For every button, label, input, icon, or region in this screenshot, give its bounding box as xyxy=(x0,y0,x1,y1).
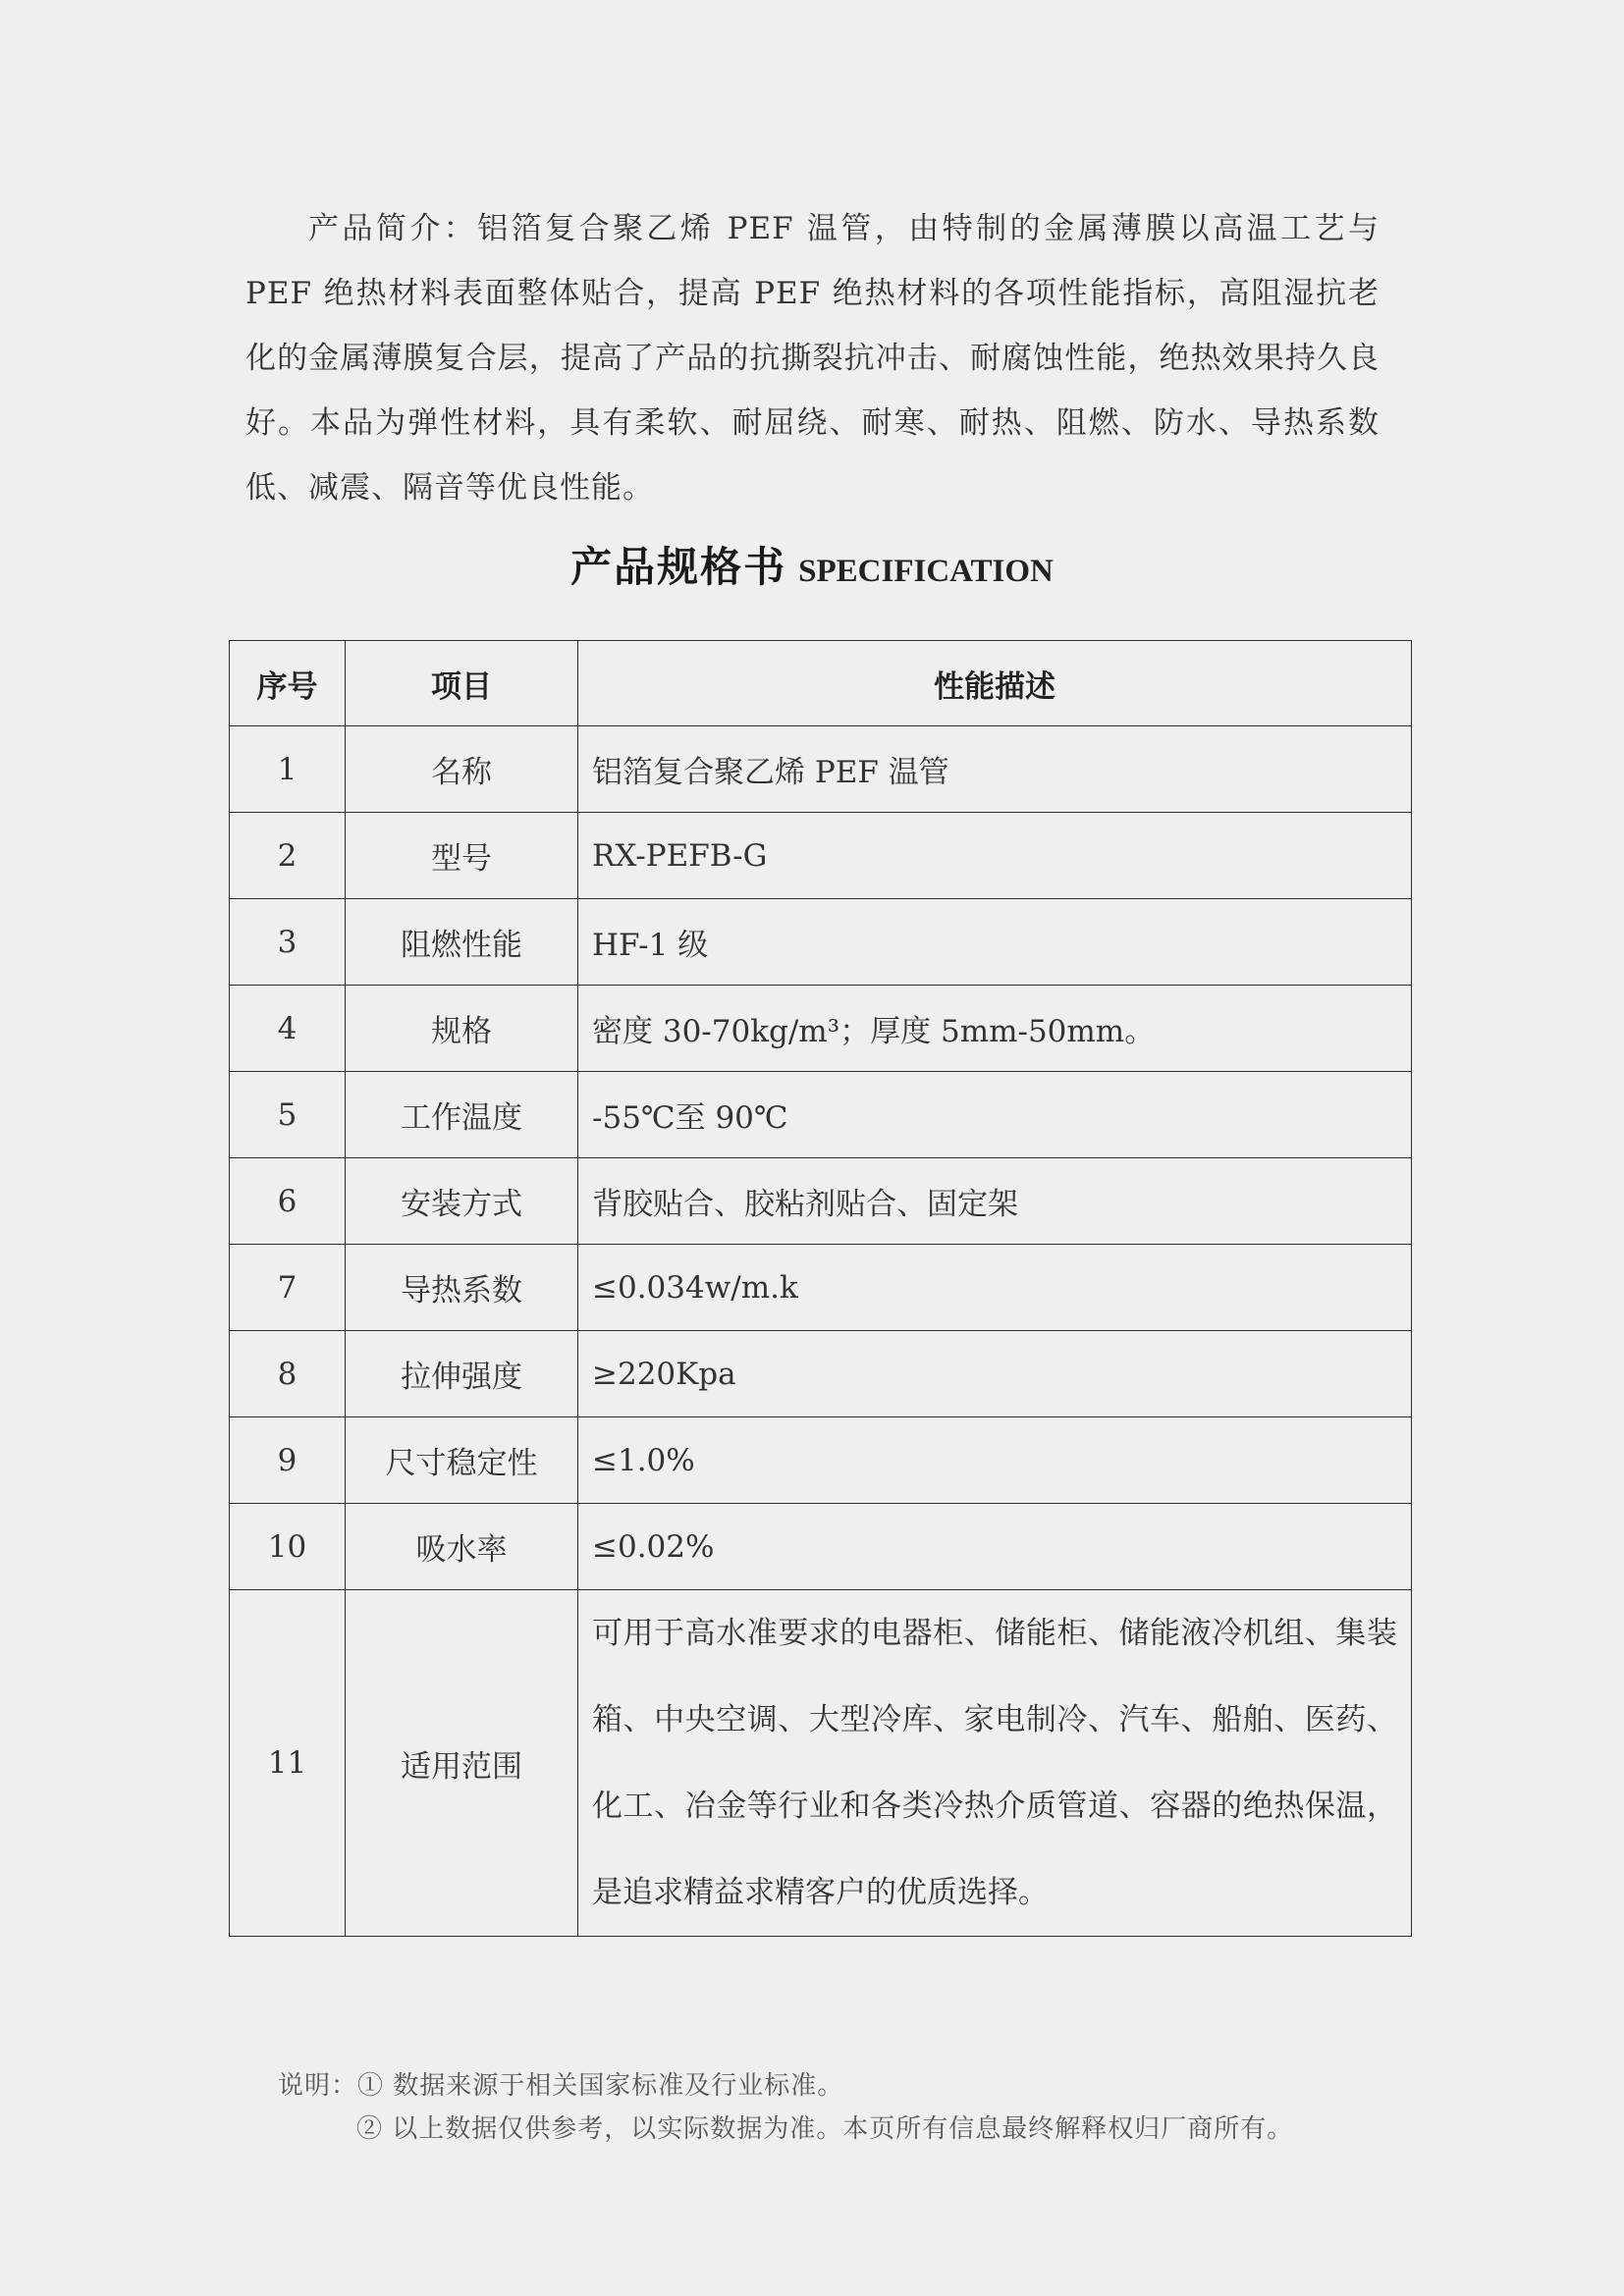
row-no: 6 xyxy=(230,1158,346,1245)
table-row xyxy=(230,986,1412,1072)
row-item: 吸水率 xyxy=(346,1504,578,1590)
spec-title-cn: 产品规格书 xyxy=(570,543,787,591)
note-line-2 xyxy=(278,2108,1293,2151)
row-desc: 背胶贴合、胶粘剂贴合、固定架 xyxy=(578,1158,1412,1245)
row-no: 10 xyxy=(230,1504,346,1590)
table-row xyxy=(230,726,1412,813)
row-no: 8 xyxy=(230,1331,346,1417)
notes xyxy=(278,2064,1293,2151)
row-no: 9 xyxy=(230,1417,346,1504)
table-row xyxy=(230,1590,1412,1937)
notes-label: 说明： xyxy=(278,2071,358,2101)
note-item: ① 数据来源于相关国家标准及行业标准。 xyxy=(357,2071,844,2101)
row-item: 导热系数 xyxy=(346,1245,578,1331)
row-item: 工作温度 xyxy=(346,1072,578,1158)
table-row xyxy=(230,1072,1412,1158)
header-desc: 性能描述 xyxy=(578,641,1412,726)
row-no: 11 xyxy=(230,1590,346,1937)
row-desc: HF-1 级 xyxy=(578,899,1412,986)
row-no: 2 xyxy=(230,813,346,899)
row-item: 名称 xyxy=(346,726,578,813)
row-desc: 铝箔复合聚乙烯 PEF 温管 xyxy=(578,726,1412,813)
row-no: 3 xyxy=(230,899,346,986)
product-intro: 产品简介：铝箔复合聚乙烯 PEF 温管，由特制的金属薄膜以高温工艺与 PEF 绝热材料表面整体贴合，提高 PEF 绝热材料的各项性能指标，高阻湿抗老化的金属薄膜复合层，提高了产品的抗撕裂抗冲击、耐腐蚀性能，绝热效果持久良好。本品为弹性材料，具有柔软、耐屈绕、耐寒、耐热、阻燃、防水、导热系数低、减震、隔音等优良性能。 xyxy=(245,211,1380,506)
table-row xyxy=(230,899,1412,986)
row-no: 7 xyxy=(230,1245,346,1331)
row-desc: 可用于高水准要求的电器柜、储能柜、储能液冷机组、集装箱、中央空调、大型冷库、家电制冷、汽车、船舶、医药、化工、冶金等行业和各类冷热介质管道、容器的绝热保温，是追求精益求精客户的优质选择。 xyxy=(578,1590,1412,1937)
row-desc: 密度 30-70kg/m³；厚度 5mm-50mm。 xyxy=(578,986,1412,1072)
row-no: 1 xyxy=(230,726,346,813)
row-item: 规格 xyxy=(346,986,578,1072)
header-no: 序号 xyxy=(230,641,346,726)
table-row xyxy=(230,1417,1412,1504)
row-item: 型号 xyxy=(346,813,578,899)
table-row xyxy=(230,1158,1412,1245)
row-no: 5 xyxy=(230,1072,346,1158)
spec-title xyxy=(0,535,1624,594)
row-no: 4 xyxy=(230,986,346,1072)
note-item: ② 以上数据仅供参考，以实际数据为准。本页所有信息最终解释权归厂商所有。 xyxy=(356,2114,1294,2144)
row-desc: ≤0.034w/m.k xyxy=(578,1245,1412,1331)
table-row xyxy=(230,1331,1412,1417)
row-item: 尺寸稳定性 xyxy=(346,1417,578,1504)
spec-table xyxy=(229,640,1412,1937)
table-row xyxy=(230,1504,1412,1590)
table-row xyxy=(230,1245,1412,1331)
spec-title-en: SPECIFICATION xyxy=(798,554,1054,589)
row-item: 阻燃性能 xyxy=(346,899,578,986)
row-desc: ≤1.0% xyxy=(578,1417,1412,1504)
row-desc: ≥220Kpa xyxy=(578,1331,1412,1417)
row-item: 适用范围 xyxy=(346,1590,578,1937)
table-header-row xyxy=(230,641,1412,726)
table-row xyxy=(230,813,1412,899)
row-item: 安装方式 xyxy=(346,1158,578,1245)
header-item: 项目 xyxy=(346,641,578,726)
note-line-1 xyxy=(278,2064,1293,2108)
row-desc: ≤0.02% xyxy=(578,1504,1412,1590)
row-item: 拉伸强度 xyxy=(346,1331,578,1417)
row-desc: -55℃至 90℃ xyxy=(578,1072,1412,1158)
row-desc: RX-PEFB-G xyxy=(578,813,1412,899)
